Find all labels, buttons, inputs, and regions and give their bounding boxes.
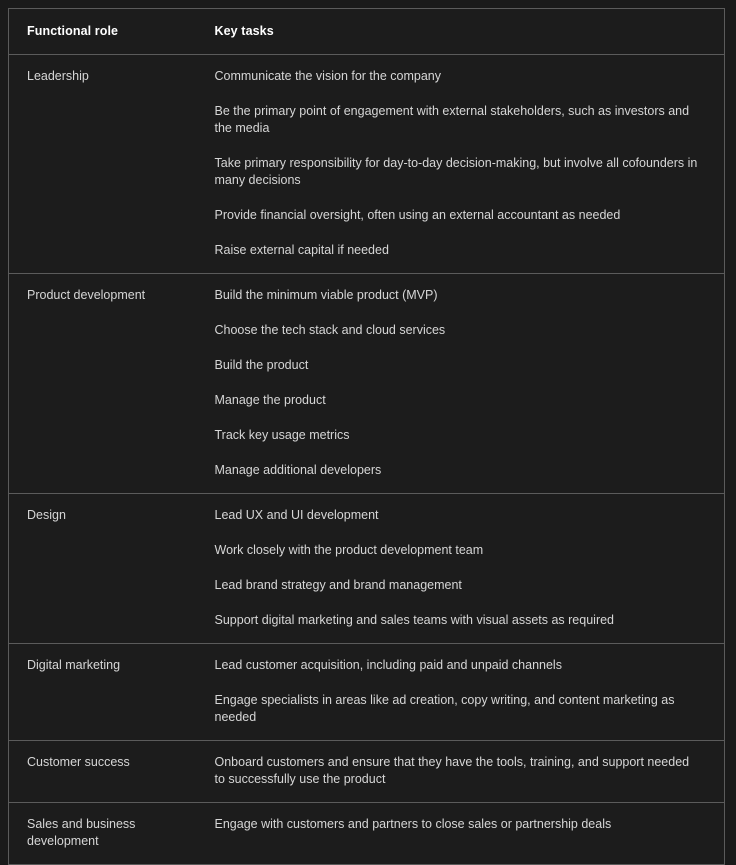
task-item: Lead UX and UI development <box>214 508 379 522</box>
role-cell <box>9 741 207 803</box>
role-name: Design <box>27 508 66 522</box>
role-name: Digital marketing <box>27 658 121 672</box>
column-header-key-tasks: Key tasks <box>207 9 725 55</box>
task-item: Manage additional developers <box>214 463 382 477</box>
table-row <box>9 494 725 644</box>
task-item: Build the minimum viable product (MVP) <box>214 288 438 302</box>
role-name: Sales and business development <box>27 817 136 848</box>
role-cell <box>9 644 207 741</box>
task-item: Provide financial oversight, often using an external accountant as needed <box>214 208 621 222</box>
task-item: Engage specialists in areas like ad creation, copy writing, and content marketing as needed <box>214 693 675 724</box>
task-item: Engage with customers and partners to close sales or partnership deals <box>214 817 612 831</box>
task-item: Communicate the vision for the company <box>214 69 441 83</box>
roles-table-container <box>8 8 724 865</box>
task-list <box>215 657 703 726</box>
table-body <box>9 55 725 865</box>
role-name: Customer success <box>27 755 130 769</box>
task-item: Build the product <box>214 358 309 372</box>
table-header <box>9 9 725 55</box>
table-row <box>9 803 725 865</box>
tasks-cell <box>207 803 725 865</box>
table-row <box>9 741 725 803</box>
task-item: Onboard customers and ensure that they have the tools, training, and support needed to successfully use the product <box>214 755 690 786</box>
table-row <box>9 274 725 494</box>
tasks-cell <box>207 741 725 803</box>
task-list <box>215 287 703 479</box>
role-cell <box>9 55 207 274</box>
task-list <box>215 816 703 833</box>
task-item: Work closely with the product development team <box>214 543 484 557</box>
role-cell <box>9 803 207 865</box>
task-item: Support digital marketing and sales teams with visual assets as required <box>214 613 615 627</box>
column-header-functional-role: Functional role <box>9 9 207 55</box>
task-list <box>215 507 703 629</box>
table-header-row <box>9 9 725 55</box>
role-name: Product development <box>27 288 146 302</box>
task-item: Lead customer acquisition, including paid and unpaid channels <box>214 658 562 672</box>
role-name: Leadership <box>27 69 89 83</box>
task-item: Manage the product <box>214 393 326 407</box>
table-row <box>9 644 725 741</box>
tasks-cell <box>207 274 725 494</box>
task-item: Lead brand strategy and brand management <box>214 578 462 592</box>
tasks-cell <box>207 55 725 274</box>
task-item: Raise external capital if needed <box>214 243 389 257</box>
role-cell <box>9 494 207 644</box>
task-item: Be the primary point of engagement with external stakeholders, such as investors and the media <box>214 104 690 135</box>
task-item: Take primary responsibility for day-to-day decision-making, but involve all cofounders in many decisions <box>214 156 698 187</box>
role-cell <box>9 274 207 494</box>
task-list <box>215 754 703 788</box>
table-row <box>9 55 725 274</box>
task-item: Track key usage metrics <box>214 428 350 442</box>
functional-roles-table <box>8 8 725 865</box>
task-list <box>215 68 703 259</box>
task-item: Choose the tech stack and cloud services <box>214 323 446 337</box>
tasks-cell <box>207 644 725 741</box>
tasks-cell <box>207 494 725 644</box>
